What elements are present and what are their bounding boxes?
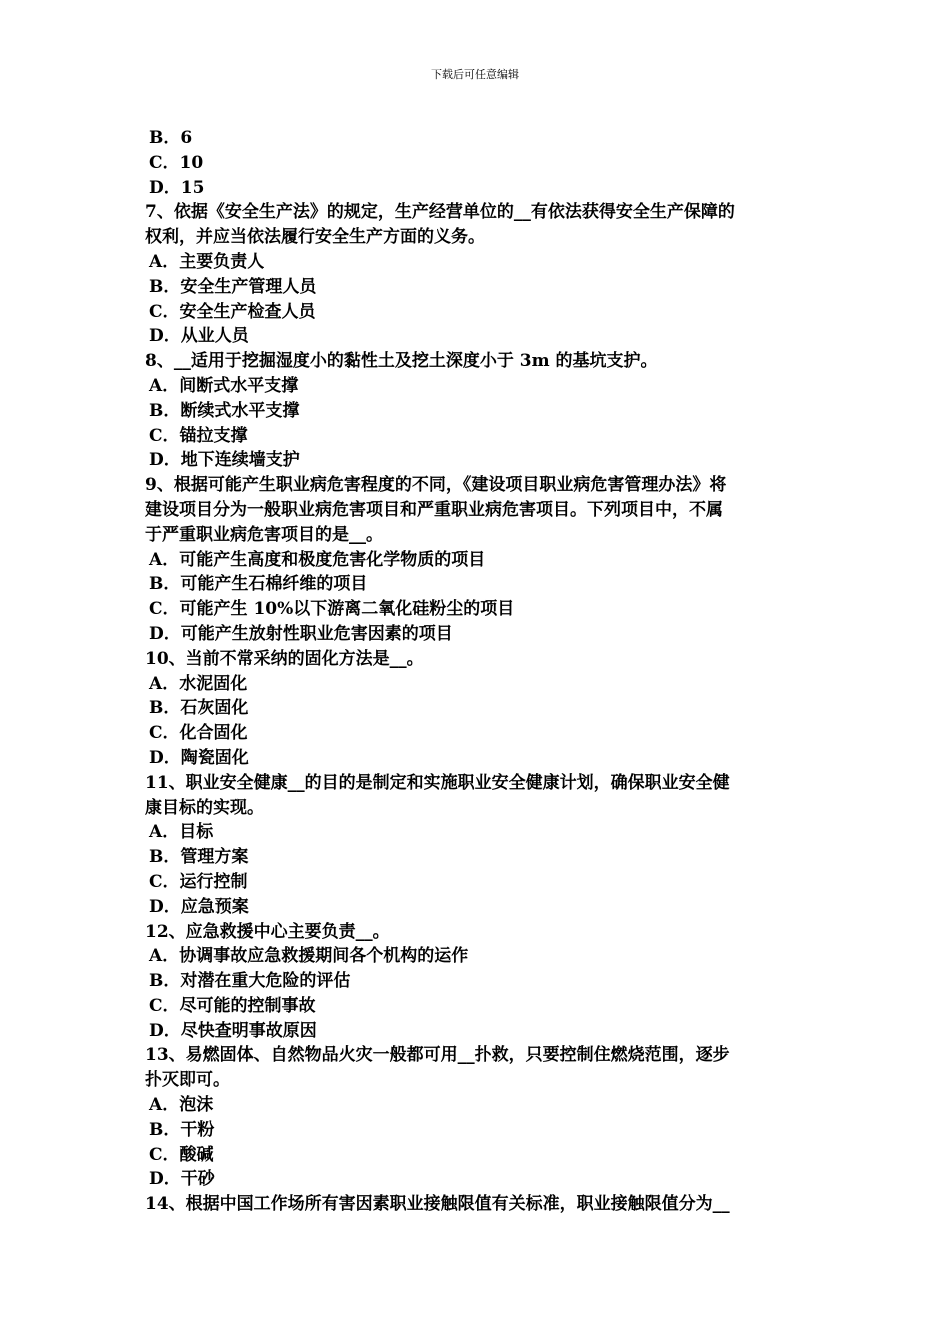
option-line: A．主要负责人	[149, 251, 265, 272]
option-line: A．泡沫	[149, 1095, 214, 1116]
option-line: D．应急预案	[149, 896, 249, 917]
option-line: C．可能产生 10%以下游离二氧化硅粉尘的项目	[149, 599, 515, 620]
question-line: 11、职业安全健康__的目的是制定和实施职业安全健康计划，确保职业安全健	[145, 772, 730, 793]
document-body	[145, 126, 810, 1217]
option-line: B．安全生产管理人员	[149, 276, 317, 297]
option-line: D．陶瓷固化	[149, 747, 249, 768]
option-line: C．安全生产检查人员	[149, 301, 316, 322]
question-line: 康目标的实现。	[145, 797, 264, 818]
option-line: B．石灰固化	[149, 698, 249, 719]
question-line: 于严重职业病危害项目的是__。	[145, 524, 383, 545]
question-line: 10、当前不常采纳的固化方法是__。	[145, 648, 424, 669]
question-line: 7、依据《安全生产法》的规定，生产经营单位的__有依法获得安全生产保障的	[145, 202, 735, 223]
question-line: 8、__适用于挖掘湿度小的黏性土及挖土深度小于 3m 的基坑支护。	[145, 351, 658, 372]
option-line: D．从业人员	[149, 326, 249, 347]
option-line: A．水泥固化	[149, 673, 248, 694]
option-line: C．运行控制	[149, 871, 248, 892]
question-line: 12、应急救援中心主要负责__。	[145, 921, 390, 942]
option-line: D．15	[149, 177, 205, 198]
option-line: C．酸碱	[149, 1144, 214, 1165]
option-line: C．尽可能的控制事故	[149, 995, 316, 1016]
question-line: 9、根据可能产生职业病危害程度的不同，《建设项目职业病危害管理办法》将	[145, 475, 727, 496]
option-line: D．地下连续墙支护	[149, 450, 300, 471]
option-line: B．管理方案	[149, 847, 249, 868]
question-line: 扑灭即可。	[145, 1070, 230, 1091]
option-line: A．间断式水平支撑	[149, 375, 299, 396]
option-line: C．10	[149, 152, 204, 173]
option-line: C．锚拉支撑	[149, 425, 248, 446]
option-line: B．可能产生石棉纤维的项目	[149, 574, 368, 595]
question-line: 13、易燃固体、自然物品火灾一般都可用__扑救，只要控制住燃烧范围，逐步	[145, 1045, 730, 1066]
option-line: D．干砂	[149, 1169, 215, 1190]
option-line: B．6	[149, 128, 193, 148]
option-line: A．目标	[149, 822, 214, 843]
question-line: 权利，并应当依法履行安全生产方面的义务。	[145, 227, 485, 248]
question-line: 建设项目分为一般职业病危害项目和严重职业病危害项目。下列项目中，不属	[145, 499, 723, 520]
option-line: B．断续式水平支撑	[149, 400, 300, 421]
option-line: D．可能产生放射性职业危害因素的项目	[149, 623, 453, 644]
option-line: D．尽快查明事故原因	[149, 1020, 317, 1041]
option-line: C．化合固化	[149, 723, 248, 744]
option-line: B．对潜在重大危险的评估	[149, 971, 351, 992]
page-header: 下载后可任意编辑	[431, 68, 519, 81]
option-line: B．干粉	[149, 1119, 215, 1140]
option-line: A．协调事故应急救援期间各个机构的运作	[149, 946, 469, 967]
option-line: A．可能产生高度和极度危害化学物质的项目	[149, 549, 486, 570]
question-line: 14、根据中国工作场所有害因素职业接触限值有关标准，职业接触限值分为__	[145, 1194, 730, 1215]
